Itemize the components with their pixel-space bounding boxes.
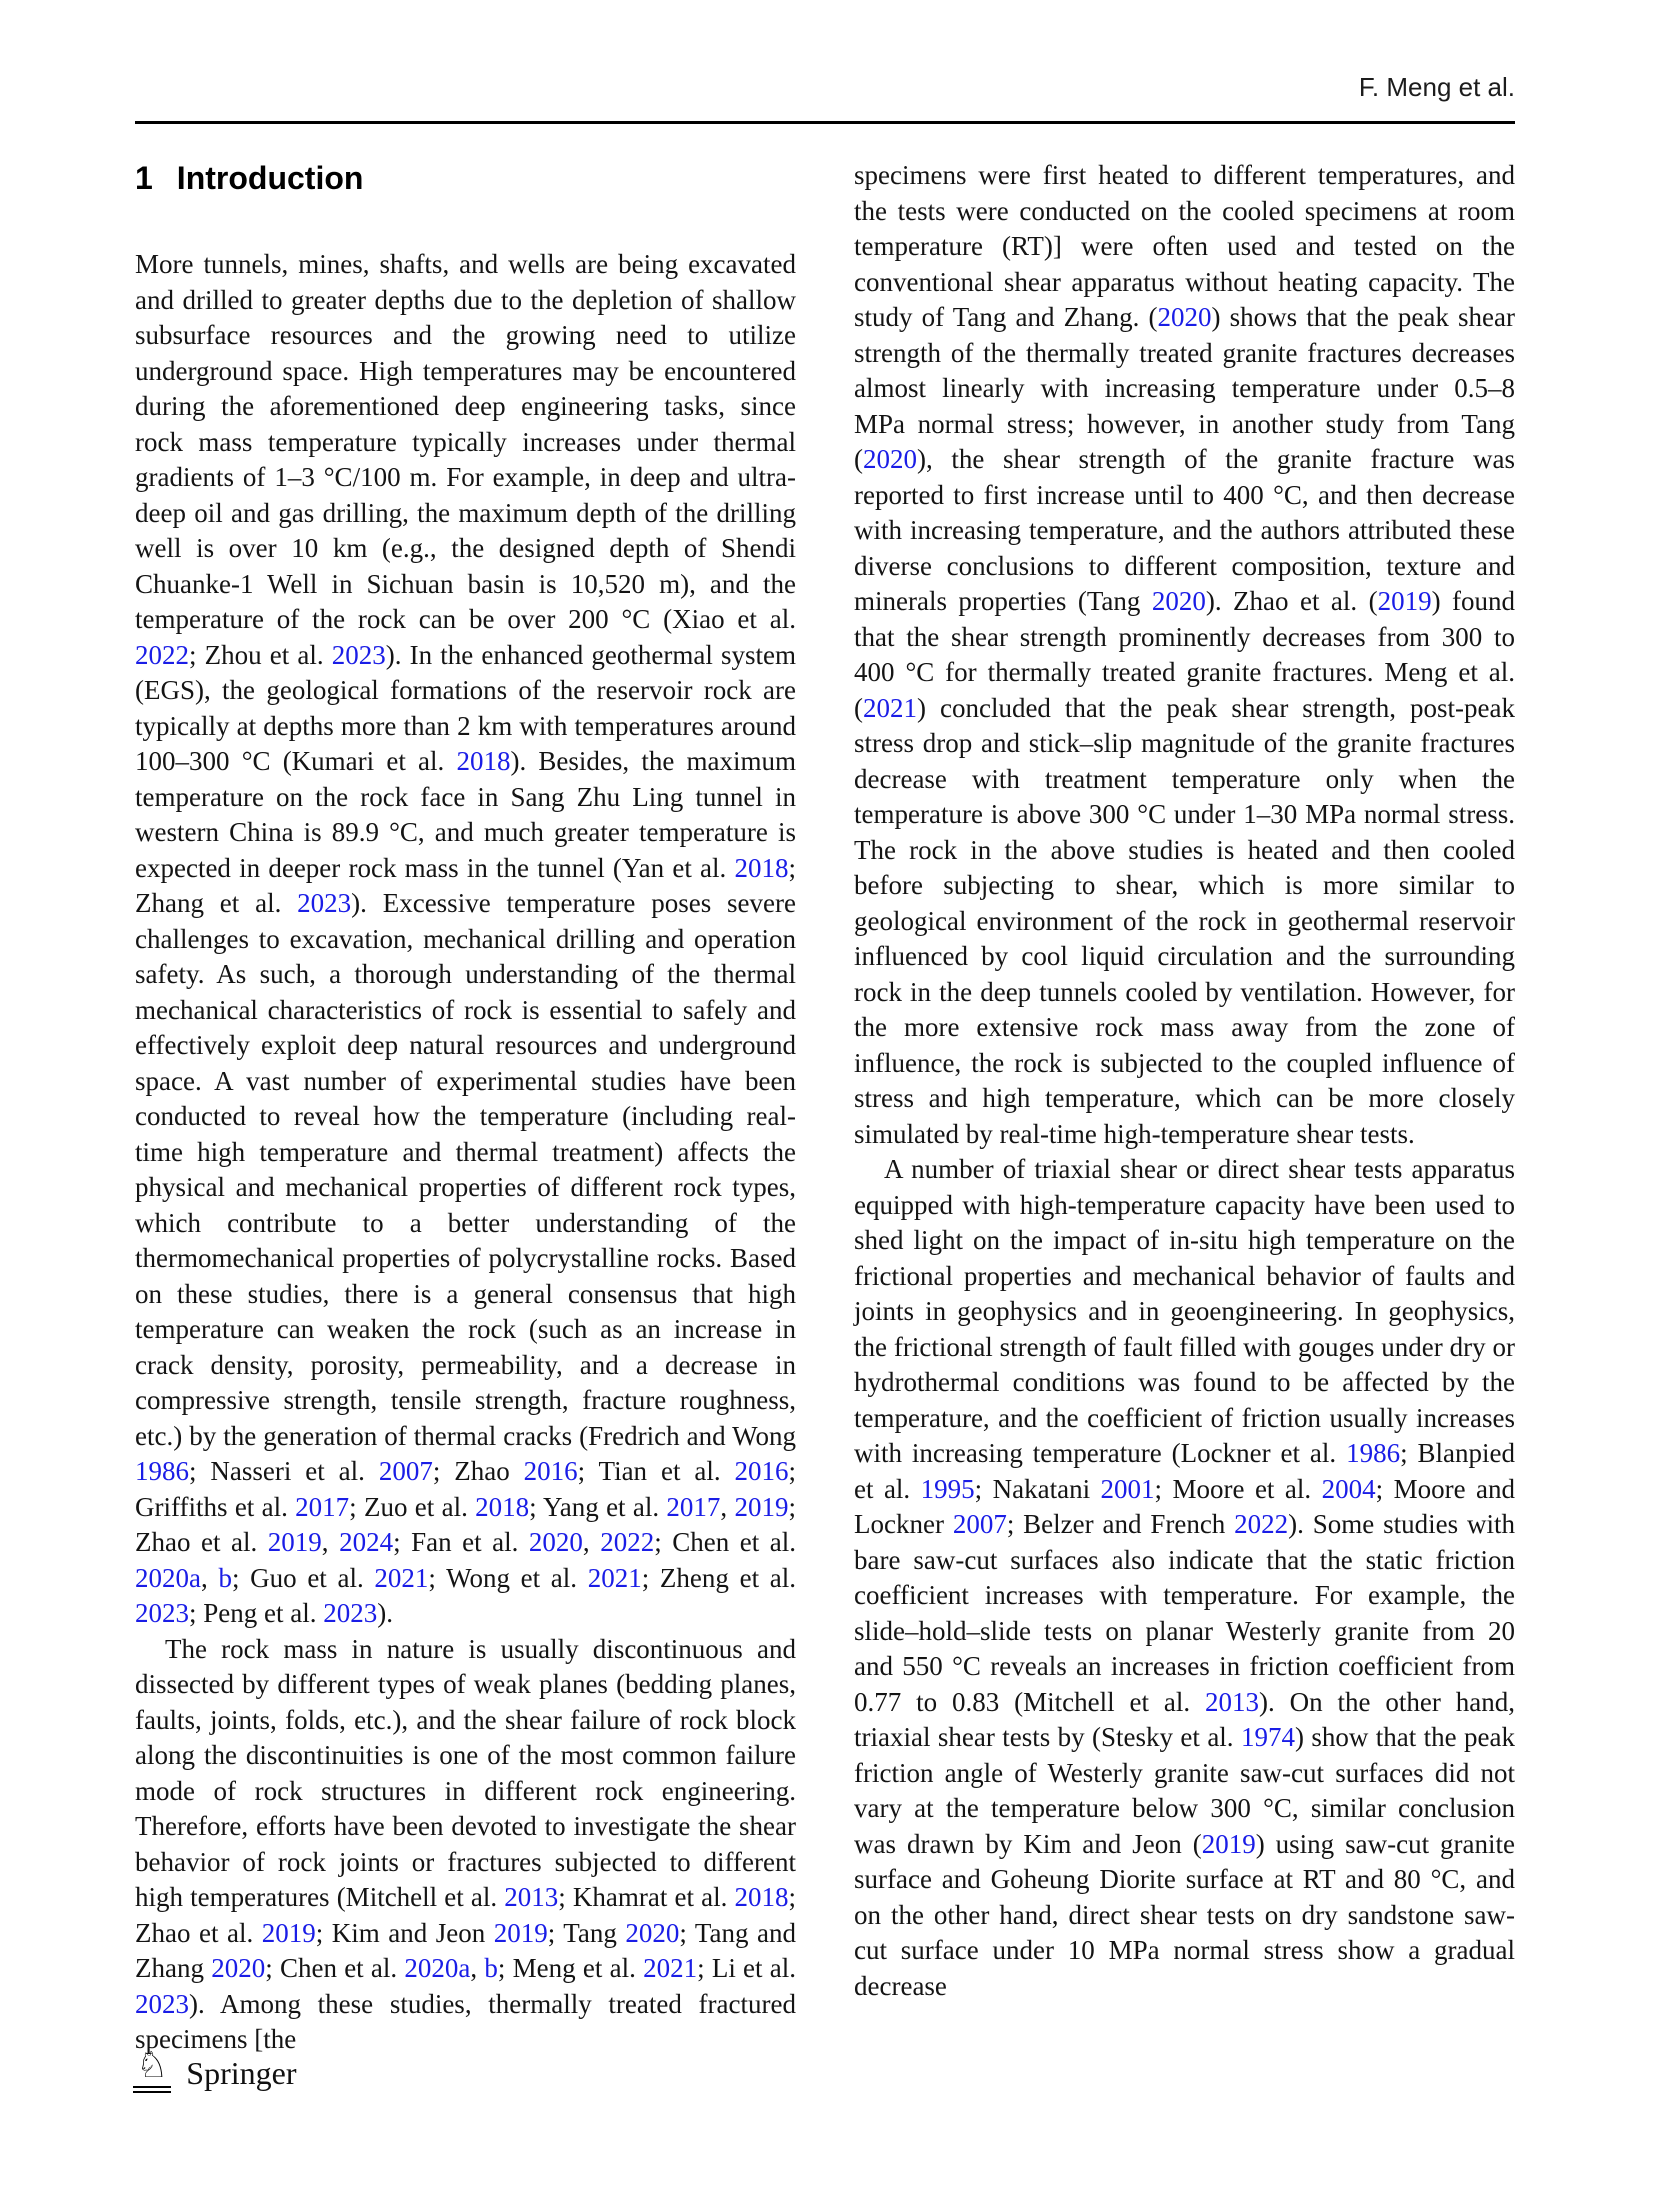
citation-link[interactable]: 2020 — [528, 1527, 583, 1557]
citation-link[interactable]: 2020 — [211, 1953, 266, 1983]
citation-link[interactable]: 2016 — [734, 1456, 789, 1486]
citation-link[interactable]: 2018 — [734, 1882, 789, 1912]
body-text: ; Belzer and French — [1006, 1509, 1235, 1539]
citation-link[interactable]: 2020 — [1157, 302, 1212, 332]
body-text: ; Nasseri et al. — [189, 1456, 379, 1486]
citation-link[interactable]: 2022 — [135, 639, 189, 670]
citation-link[interactable]: 1986 — [135, 1456, 189, 1486]
left-column-text — [135, 247, 796, 2058]
publisher-name: Springer — [186, 2055, 297, 2091]
body-text: , — [200, 1562, 219, 1593]
body-text: ; Kim and Jeon — [315, 1917, 494, 1948]
left-column — [135, 158, 796, 2058]
citation-link[interactable]: 2023 — [323, 1598, 378, 1628]
body-text: ; Chen et al. — [654, 1527, 797, 1557]
citation-link[interactable]: 2007 — [378, 1456, 433, 1486]
body-text: ). On the other hand, triaxial shear tests by (Stesky et al. — [854, 1686, 1515, 1752]
body-text: ; Meng et al. — [497, 1953, 644, 1983]
citation-link[interactable]: 2022 — [600, 1527, 655, 1557]
paragraph — [854, 158, 1515, 1152]
citation-link[interactable]: 2018 — [456, 746, 511, 776]
citation-link[interactable]: 2020 — [625, 1917, 680, 1948]
body-text: ; Fan et al. — [393, 1527, 529, 1557]
section-number: 1 — [135, 160, 153, 196]
citation-link[interactable]: 2023 — [135, 1598, 189, 1628]
citation-link[interactable]: 2018 — [734, 852, 789, 883]
paragraph — [854, 1152, 1515, 2004]
body-text: , — [321, 1527, 340, 1557]
body-text: ) shows that the peak shear strength of the thermally treated granite fractures decreases almost linearly with increasing temperature under 0.5–8 MPa normal stress; however, in another study from Tang ( — [854, 302, 1515, 474]
two-column-body — [135, 158, 1515, 2058]
citation-link[interactable]: 2024 — [339, 1527, 394, 1557]
body-text: ) concluded that the peak shear strength, post-peak stress drop and stick–slip magnitude of the granite fractures decrease with treatment temperature only when the temperature is above 300 °C under 1–30 MPa normal stress. The rock in the above studies is heated and then cooled before subjecting to shear, which is more similar to geological environment of the rock in geothermal reservoir influenced by cool liquid circulation and the surrounding rock in the deep tunnels cooled by ventilation. However, for the more extensive rock mass away from the zone of influence, the rock is subjected to the coupled influence of stress and high temperature, which can be more closely simulated by real-time high-temperature shear tests. — [854, 692, 1515, 1149]
citation-link[interactable]: 2021 — [587, 1562, 642, 1593]
body-text: ; Griffiths et al. — [135, 1456, 797, 1522]
right-column — [854, 158, 1515, 2058]
citation-link[interactable]: 2001 — [1100, 1473, 1155, 1504]
citation-link[interactable]: 2023 — [331, 639, 386, 670]
body-text: ) using saw-cut granite surface and Goheung Diorite surface at RT and 80 °C, and on the other hand, direct shear tests on dry sandstone saw-cut surface under 10 MPa normal stress show a gradual decrease — [854, 1828, 1515, 2001]
citation-link[interactable]: 2020a — [404, 1953, 471, 1983]
body-text: ) show that the peak friction angle of Westerly granite saw-cut surfaces did not vary at the temperature below 300 °C, similar conclusion was drawn by Kim and Jeon ( — [854, 1722, 1516, 1859]
paragraph — [135, 1632, 796, 2058]
publisher-footer — [133, 2045, 297, 2093]
body-text: , — [720, 1491, 735, 1522]
body-text: ). Among these studies, thermally treated fractured specimens [the — [135, 1988, 796, 2054]
body-text: ; Wong et al. — [428, 1562, 588, 1593]
body-text: ), the shear strength of the granite fracture was reported to first increase until to 400 °C, and then decrease with increasing temperature, and the authors attributed these diverse conclusions to different composition, texture and minerals properties (Tang — [854, 444, 1515, 616]
body-text: ). In the enhanced geothermal system (EGS), the geological formations of the reservoir rock are typically at depths more than 2 km with temperatures around 100–300 °C (Kumari et al. — [135, 639, 797, 776]
body-text: More tunnels, mines, shafts, and wells are being excavated and drilled to greater depths due to the depletion of shallow subsurface resources and the growing need to utilize underground space. High temperatures may be encountered during the aforementioned deep engineering tasks, since rock mass temperature typically increases under thermal gradients of 1–3 °C/100 m. For example, in deep and ultra-deep oil and gas drilling, the maximum depth of the drilling well is over 10 km (e.g., the designed depth of Shendi Chuanke-1 Well in Sichuan basin is 10,520 m), and the temperature of the rock can be over 200 °C (Xiao et al. — [135, 249, 796, 634]
body-text: ; Chen et al. — [265, 1953, 405, 1983]
right-column-text — [854, 158, 1515, 2004]
body-text: ; Peng et al. — [189, 1598, 324, 1628]
citation-link[interactable]: 2007 — [952, 1509, 1007, 1539]
citation-link[interactable]: 2021 — [374, 1562, 429, 1593]
body-text: ; Blanpied et al. — [854, 1438, 1515, 1504]
body-text: ; Tang — [547, 1917, 626, 1948]
body-text: ). — [377, 1598, 393, 1628]
section-title: Introduction — [176, 160, 364, 196]
body-text: ) found that the shear strength prominently decreases from 300 to 400 °C for thermally treated granite fractures. Meng et al. ( — [854, 586, 1516, 723]
body-text: ; Zhao et al. — [135, 1491, 797, 1557]
citation-link[interactable]: 2023 — [297, 888, 352, 918]
body-text: The rock mass in nature is usually discontinuous and dissected by different types of weak planes (bedding planes, faults, joints, folds, etc.), and the shear failure of rock block along the discontinuities is one of the most common failure mode of rock structures in different rock engineering. Therefore, efforts have been devoted to investigate the shear behavior of rock joints or fractures subjected to different high temperatures (Mitchell et al. — [135, 1633, 796, 1912]
body-text: A number of triaxial shear or direct shear tests apparatus equipped with high-temperature capacity have been used to shed light on the impact of in-situ high temperature on the frictional properties and mechanical behavior of faults and joints in geophysics and in geoengineering. In geophysics, the frictional strength of fault filled with gouges under dry or hydrothermal conditions was found to be affected by the temperature, and the coefficient of friction usually increases with increasing temperature (Lockner et al. — [854, 1154, 1515, 1468]
citation-link[interactable]: 2021 — [863, 692, 917, 723]
citation-link[interactable]: 2020 — [1151, 586, 1206, 616]
body-text: ; Nakatani — [974, 1473, 1101, 1504]
citation-link[interactable]: 2020a — [135, 1562, 201, 1593]
citation-link[interactable]: 2017 — [666, 1491, 721, 1522]
body-text: ; Tian et al. — [577, 1456, 735, 1486]
citation-link[interactable]: b — [218, 1562, 232, 1593]
citation-link[interactable]: 1995 — [920, 1473, 975, 1504]
body-text: ; Tang and Zhang — [135, 1917, 796, 1983]
body-text: ; Zhang et al. — [135, 852, 796, 918]
body-text: ; Li et al. — [697, 1953, 797, 1983]
citation-link[interactable]: 2022 — [1234, 1509, 1289, 1539]
citation-link[interactable]: 2019 — [261, 1917, 316, 1948]
body-text: ; Zhao et al. — [135, 1882, 797, 1948]
citation-link[interactable]: 2004 — [1321, 1473, 1376, 1504]
citation-link[interactable]: 2013 — [504, 1882, 559, 1912]
citation-link[interactable]: 2023 — [135, 1988, 189, 2019]
body-text: ; Zheng et al. — [641, 1562, 796, 1593]
citation-link[interactable]: 2019 — [1377, 586, 1432, 616]
citation-link[interactable]: 2018 — [475, 1491, 530, 1522]
citation-link[interactable]: 2019 — [1201, 1828, 1256, 1859]
citation-link[interactable]: 2021 — [643, 1953, 698, 1983]
citation-link[interactable]: 2016 — [523, 1456, 578, 1486]
header-rule — [135, 121, 1515, 124]
body-text: ; Khamrat et al. — [558, 1882, 735, 1912]
citation-link[interactable]: 2019 — [267, 1527, 322, 1557]
body-text: ). Some studies with bare saw-cut surfaces also indicate that the static friction coefficient increases with temperature. For example, the slide–hold–slide tests on planar Westerly granite from 20 and 550 °C reveals an increases in friction coefficient from 0.77 to 0.83 (Mitchell et al. — [854, 1509, 1515, 1717]
citation-link[interactable]: 2019 — [734, 1491, 789, 1522]
body-text: ; Zhou et al. — [189, 639, 332, 670]
body-text: ; Moore et al. — [1154, 1473, 1322, 1504]
body-text: ; Zhao — [432, 1456, 524, 1486]
citation-link[interactable]: 1974 — [1240, 1722, 1295, 1752]
citation-link[interactable]: 2020 — [863, 444, 917, 474]
citation-link[interactable]: b — [484, 1953, 498, 1983]
body-text: ). Besides, the maximum temperature on the rock face in Sang Zhu Ling tunnel in western China is 89.9 °C, and much greater temperature is expected in deeper rock mass in the tunnel (Yan et al. — [135, 746, 796, 883]
body-text: ; Zuo et al. — [349, 1491, 476, 1522]
paragraph — [135, 247, 796, 1632]
citation-link[interactable]: 2013 — [1205, 1686, 1260, 1717]
body-text: ; Moore and Lockner — [854, 1473, 1515, 1539]
citation-link[interactable]: 2019 — [493, 1917, 548, 1948]
body-text: ). Zhao et al. ( — [1205, 586, 1378, 616]
body-text: ). Excessive temperature poses severe challenges to excavation, mechanical drilling and operation safety. As such, a thorough understanding of the thermal mechanical characteristics of rock is essential to safely and effectively exploit deep natural resources and underground space. A vast number of experimental studies have been conducted to reveal how the temperature (including real-time high temperature and thermal treatment) affects the physical and mechanical properties of different rock types, which contribute to a better understanding of the thermomechanical properties of polycrystalline rocks. Based on these studies, there is a general consensus that high temperature can weaken the rock (such as an increase in crack density, porosity, permeability, and a decrease in compressive strength, tensile strength, fracture roughness, etc.) by the generation of thermal cracks (Fredrich and Wong — [135, 888, 796, 1451]
body-text: ; Guo et al. — [231, 1562, 375, 1593]
citation-link[interactable]: 1986 — [1346, 1438, 1401, 1468]
body-text: , — [470, 1953, 485, 1983]
citation-link[interactable]: 2017 — [295, 1491, 350, 1522]
body-text: ; Yang et al. — [529, 1491, 667, 1522]
springer-knight-icon: ♘ — [133, 2048, 171, 2093]
section-heading — [135, 160, 796, 197]
running-head: F. Meng et al. — [1358, 72, 1515, 102]
body-text: specimens were first heated to different temperatures, and the tests were conducted on the cooled specimens at room temperature (RT)] were often used and tested on the conventional shear apparatus without heating capacity. The study of Tang and Zhang. ( — [854, 160, 1515, 332]
body-text: , — [582, 1527, 601, 1557]
